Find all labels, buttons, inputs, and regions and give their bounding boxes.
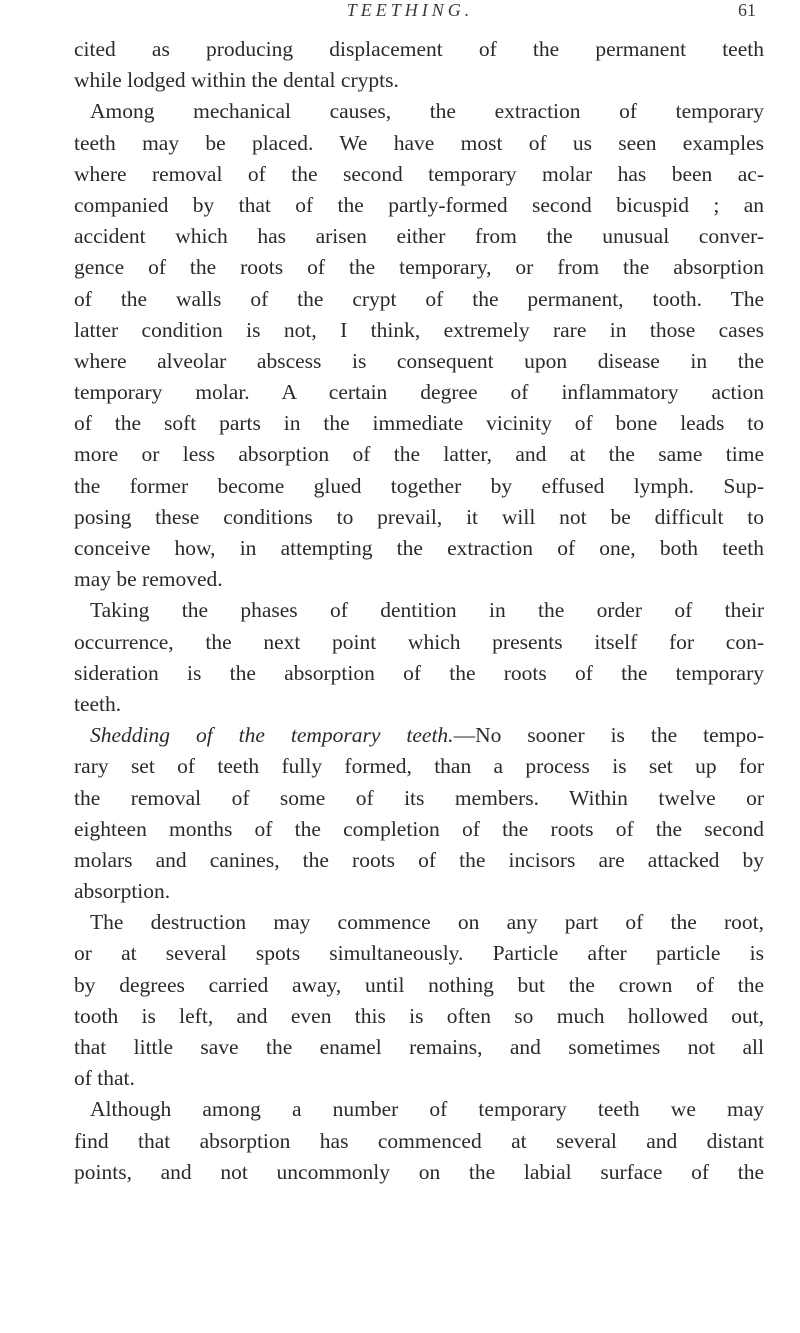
text-line: [74, 938, 764, 969]
line-text: or at several spots simultaneously. Particle after particle is: [74, 941, 764, 966]
text-line: [74, 1157, 764, 1188]
line-text: points, and not uncommonly on the labial surface of the: [74, 1159, 764, 1184]
text-line: [74, 564, 764, 595]
line-text: sideration is the absorption of the roots of the temporary: [74, 660, 764, 685]
line-text: by degrees carried away, until nothing but the crown of the: [74, 972, 764, 997]
text-line: [74, 159, 764, 190]
line-text: while lodged within the dental crypts.: [74, 68, 399, 93]
line-text: eighteen months of the completion of the roots of the second: [74, 816, 764, 841]
text-line: [74, 65, 764, 96]
text-line: [74, 783, 764, 814]
text-line: [74, 439, 764, 470]
line-text: more or less absorption of the latter, and at the same time: [74, 442, 764, 467]
text-line: [74, 689, 764, 720]
line-text: Taking the phases of dentition in the order of their: [90, 598, 764, 623]
text-line: [74, 627, 764, 658]
line-text: conceive how, in attempting the extraction of one, both teeth: [74, 536, 764, 560]
line-text: Among mechanical causes, the extraction of temporary: [90, 99, 764, 124]
line-text: posing these conditions to prevail, it will not be difficult to: [74, 504, 764, 529]
section-heading: Shedding of the temporary teeth.: [90, 723, 454, 748]
line-text: where removal of the second temporary molar has been ac-: [74, 161, 764, 186]
text-line: [74, 221, 764, 252]
text-line: [74, 408, 764, 439]
body-text: [74, 34, 764, 1188]
text-line: [74, 845, 764, 876]
text-line: [74, 1032, 764, 1063]
line-text: latter condition is not, I think, extremely rare in those cases: [74, 317, 764, 342]
text-line: [74, 377, 764, 408]
text-line: [74, 1094, 764, 1125]
text-line: [74, 128, 764, 159]
text-line: [74, 315, 764, 346]
line-text: absorption.: [74, 879, 171, 904]
text-line: [74, 252, 764, 283]
line-text: find that absorption has commenced at several and distant: [74, 1128, 764, 1153]
line-text: the removal of some of its members. Within twelve or: [74, 785, 764, 810]
text-line: [74, 190, 764, 221]
text-line: [74, 720, 764, 751]
line-text: gence of the roots of the temporary, or from the absorption: [74, 255, 764, 280]
line-text: tooth is left, and even this is often so much hollowed out,: [74, 1003, 764, 1028]
line-text: cited as producing displacement of the permanent teeth: [74, 37, 764, 61]
line-text: that little save the enamel remains, and sometimes not all: [74, 1035, 764, 1059]
line-text: teeth may be placed. We have most of us seen examples: [74, 130, 764, 155]
text-line: [74, 471, 764, 502]
text-line: [74, 1126, 764, 1157]
text-line: [74, 970, 764, 1001]
line-text: of the soft parts in the immediate vicinity of bone leads to: [74, 411, 764, 436]
text-line: [74, 502, 764, 533]
text-line: [74, 595, 764, 626]
line-text: may be removed.: [74, 567, 223, 592]
text-line: [74, 346, 764, 377]
text-line: [74, 876, 764, 907]
line-text: accident which has arisen either from the unusual conver-: [74, 224, 764, 249]
line-text: molars and canines, the roots of the incisors are attacked by: [74, 847, 764, 872]
line-text: —No sooner is the tempo-: [453, 723, 764, 748]
page-number: 61: [738, 0, 756, 20]
text-line: [74, 658, 764, 689]
line-text: rary set of teeth fully formed, than a process is set up for: [74, 754, 764, 779]
line-text: where alveolar abscess is consequent upon disease in the: [74, 348, 764, 373]
line-text: teeth.: [74, 691, 122, 716]
line-text: companied by that of the partly-formed second bicuspid ; an: [74, 192, 764, 217]
line-text: of the walls of the crypt of the permanent, tooth. The: [74, 286, 764, 311]
text-line: [74, 1001, 764, 1032]
text-line: [74, 533, 764, 564]
text-line: [74, 34, 764, 65]
running-header: [60, 0, 760, 26]
text-line: [74, 814, 764, 845]
running-title: TEETHING.: [346, 0, 474, 20]
line-text: temporary molar. A certain degree of inflammatory action: [74, 380, 764, 405]
line-text: of that.: [74, 1066, 135, 1091]
text-line: [74, 751, 764, 782]
text-line: [74, 907, 764, 938]
line-text: Although among a number of temporary teeth we may: [90, 1097, 764, 1122]
line-text: The destruction may commence on any part of the root,: [90, 910, 764, 935]
text-line: [74, 96, 764, 127]
text-line: [74, 1063, 764, 1094]
text-line: [74, 284, 764, 315]
line-text: the former become glued together by effused lymph. Sup-: [74, 473, 764, 498]
line-text: occurrence, the next point which presents itself for con-: [74, 629, 764, 654]
